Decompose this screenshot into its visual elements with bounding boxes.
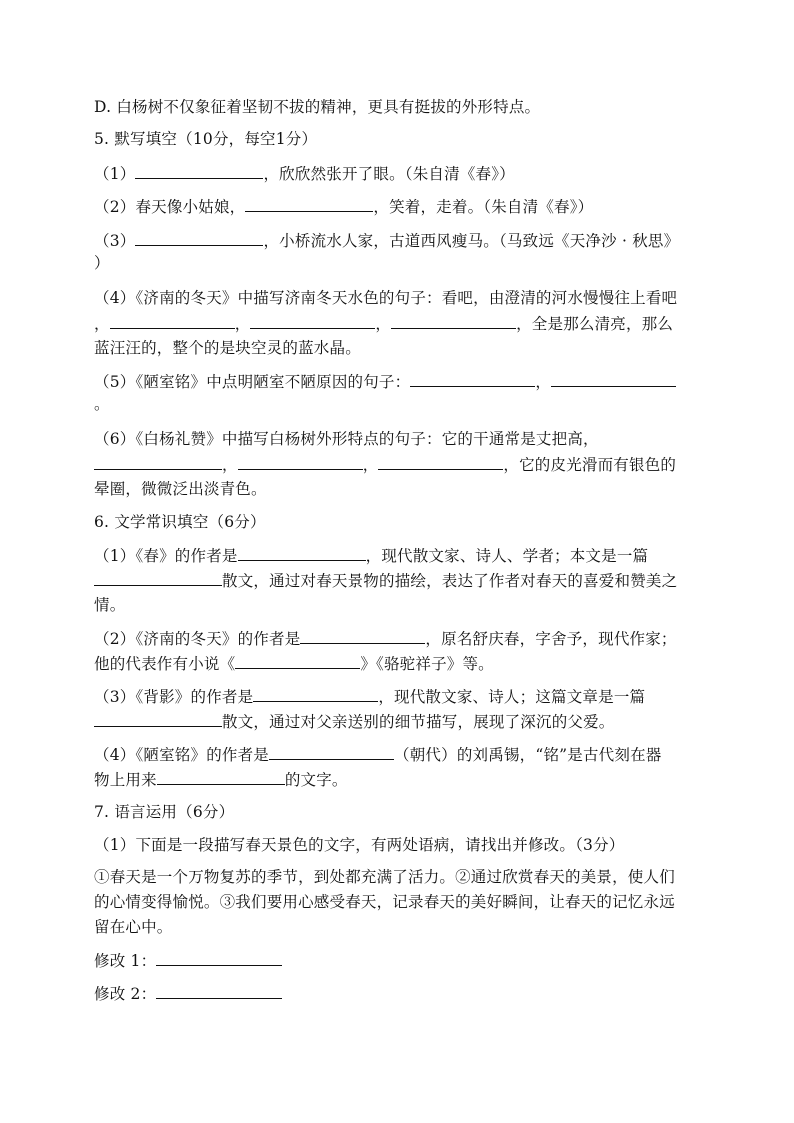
q5-item-6-line3: 晕圈，微微泛出淡青色。: [94, 480, 267, 498]
answer-blank[interactable]: [156, 949, 282, 966]
q5-3-prefix: （3）: [94, 232, 136, 250]
q6-item-3-line1: [94, 685, 645, 708]
option-d: D. 白杨树不仅象征着坚韧不拔的精神，更具有挺拔的外形特点。: [94, 98, 541, 116]
q5-item-2: [94, 195, 593, 218]
q6-4-suffix: （朝代）的刘禹锡，“铭”是古代刻在器: [394, 746, 662, 764]
q6-3-suffix: ，现代散文家、诗人；这篇文章是一篇: [378, 688, 646, 706]
answer-blank[interactable]: [135, 162, 263, 179]
q6-2-end: 》《骆驼祥子》等。: [360, 655, 494, 673]
answer-blank[interactable]: [238, 544, 366, 561]
comma: ，: [234, 315, 251, 333]
q7-paragraph-line3: 留在心中。: [94, 918, 173, 936]
answer-blank[interactable]: [135, 229, 263, 246]
answer-blank[interactable]: [156, 982, 282, 999]
q5-title: 5. 默写填空（10分，每空1分）: [94, 130, 318, 148]
q6-item-1-line1: [94, 544, 648, 567]
q5-item-5: [94, 370, 676, 393]
q7-title: 7. 语言运用（6分）: [94, 803, 235, 821]
q6-2-prefix: （2）《济南的冬天》的作者是: [94, 630, 301, 648]
q5-2-suffix: ，笑着，走着。（朱自清《春》）: [373, 198, 594, 216]
q6-4-cont: 物上用来: [94, 771, 157, 789]
q5-5-prefix: （5）《陋室铭》中点明陋室不陋原因的句子：: [94, 373, 411, 391]
q6-item-1-line3: 情。: [94, 596, 126, 614]
answer-blank[interactable]: [269, 743, 394, 760]
answer-blank[interactable]: [94, 710, 222, 727]
answer-blank[interactable]: [238, 453, 363, 470]
comma: ，: [94, 315, 110, 333]
q5-item-1: [94, 162, 515, 185]
q5-item-5-end: 。: [94, 395, 110, 413]
q6-1-prefix: （1）《春》的作者是: [94, 547, 238, 565]
answer-blank[interactable]: [300, 627, 425, 644]
q5-2-prefix: （2）春天像小姑娘，: [94, 198, 246, 216]
q6-4-end: 的文字。: [284, 771, 348, 789]
answer-blank[interactable]: [378, 453, 503, 470]
q5-1-suffix: ，欣欣然张开了眼。（朱自清《春》）: [263, 165, 515, 183]
answer-blank[interactable]: [391, 312, 516, 329]
q6-3-cont: 散文，通过对父亲送别的细节描写，展现了深沉的父爱。: [222, 713, 615, 731]
q7-paragraph-line2: 的心情变得愉悦。③我们要用心感受春天，记录春天的美好瞬间，让春天的记忆永远: [94, 893, 675, 911]
q6-3-prefix: （3）《背影》的作者是: [94, 688, 254, 706]
fix-2-label: 修改 2：: [94, 985, 157, 1003]
q5-item-6-line1: （6）《白杨礼赞》中描写白杨树外形特点的句子：它的干通常是丈把高，: [94, 430, 599, 448]
q6-item-1-line2: [94, 569, 677, 592]
q6-item-4-line2: [94, 768, 348, 791]
answer-blank[interactable]: [551, 370, 676, 387]
answer-blank[interactable]: [110, 312, 235, 329]
answer-blank[interactable]: [157, 768, 285, 785]
q5-3-suffix: ，小桥流水人家，古道西风瘦马。（马致远《天净沙 · 秋思》: [263, 232, 680, 250]
answer-blank[interactable]: [94, 453, 222, 470]
q5-item-3-cont: ）: [94, 254, 110, 272]
answer-blank[interactable]: [94, 569, 222, 586]
q6-2-suffix: ，原名舒庆春，字舍予，现代作家；: [425, 630, 677, 648]
answer-blank[interactable]: [253, 685, 378, 702]
answer-blank[interactable]: [410, 370, 535, 387]
q6-item-4-line1: [94, 743, 661, 766]
q5-item-6-line2: [94, 453, 676, 476]
q5-1-prefix: （1）: [94, 165, 136, 183]
q5-item-4-line1: （4）《济南的冬天》中描写济南冬天水色的句子：看吧，由澄清的河水慢慢往上看吧: [94, 289, 678, 307]
fix-1: [94, 949, 282, 972]
q6-2-cont: 他的代表作有小说《: [94, 655, 236, 673]
q7-paragraph-line1: ①春天是一个万物复苏的季节，到处都充满了活力。②通过欣赏春天的美景，使人们: [94, 868, 675, 886]
answer-blank[interactable]: [245, 195, 373, 212]
q5-4-suffix: ，全是那么清亮，那么: [516, 315, 674, 333]
comma: ，: [222, 456, 238, 474]
comma: ，: [362, 456, 379, 474]
q6-title: 6. 文学常识填空（6分）: [94, 513, 266, 531]
q5-item-4-line3: 蓝汪汪的，整个的是块空灵的蓝水晶。: [94, 339, 361, 357]
q6-item-3-line2: [94, 710, 615, 733]
answer-blank[interactable]: [235, 652, 360, 669]
fix-2: [94, 982, 282, 1005]
q6-4-prefix: （4）《陋室铭》的作者是: [94, 746, 270, 764]
fix-1-label: 修改 1：: [94, 952, 157, 970]
q6-item-2-line1: [94, 627, 677, 650]
q6-item-2-line2: [94, 652, 494, 675]
q6-1-suffix: ，现代散文家、诗人、学者；本文是一篇: [365, 547, 649, 565]
q6-1-cont: 散文，通过对春天景物的描绘，表达了作者对春天的喜爱和赞美之: [222, 572, 678, 590]
comma: ，: [535, 373, 552, 391]
q5-6-suffix: ，它的皮光滑而有银色的: [503, 456, 677, 474]
answer-blank[interactable]: [250, 312, 375, 329]
q5-item-3: [94, 229, 679, 252]
q5-item-4-line2: [94, 312, 673, 335]
comma: ，: [375, 315, 392, 333]
q7-item-1: （1）下面是一段描写春天景色的文字，有两处语病，请找出并修改。（3分）: [94, 836, 625, 854]
